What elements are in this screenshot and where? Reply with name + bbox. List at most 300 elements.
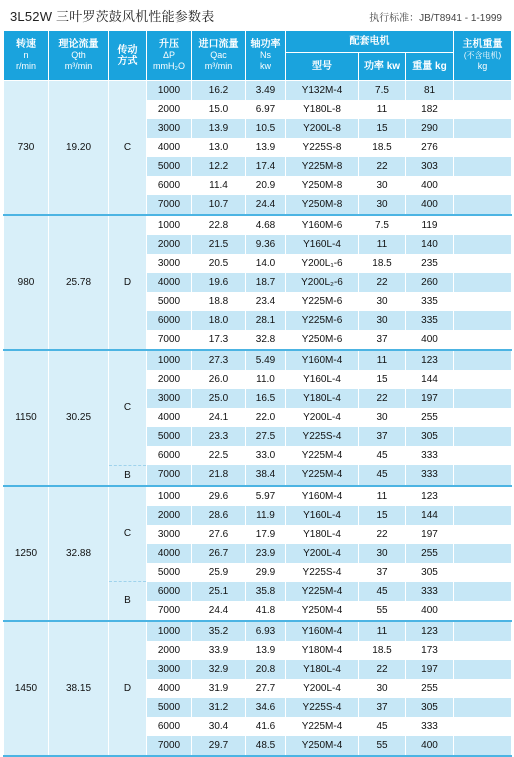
motor-model-cell: Y225S-8 [286, 138, 359, 157]
motor-power-cell: 55 [359, 601, 406, 621]
motor-model-cell: Y160M-4 [286, 486, 359, 506]
host-weight-cell [454, 119, 512, 138]
motor-power-cell: 11 [359, 350, 406, 370]
flow-cell: 19.20 [49, 81, 109, 216]
pressure-cell: 1000 [147, 215, 192, 235]
host-weight-cell [454, 698, 512, 717]
header-drive-label: 传动方式 [117, 44, 138, 67]
header-host-note: (不含电机) [463, 51, 502, 60]
header-speed-label: 转速 [16, 39, 36, 50]
motor-power-cell: 37 [359, 330, 406, 350]
inlet-flow-cell: 27.3 [192, 350, 246, 370]
shaft-power-cell: 29.9 [246, 563, 286, 582]
shaft-power-cell: 48.5 [246, 736, 286, 756]
pressure-cell: 5000 [147, 563, 192, 582]
motor-power-cell: 7.5 [359, 215, 406, 235]
motor-weight-cell: 123 [406, 350, 454, 370]
motor-power-cell: 30 [359, 292, 406, 311]
flow-cell: 32.88 [49, 486, 109, 621]
motor-model-cell: Y250M-6 [286, 330, 359, 350]
header-flow [49, 31, 109, 81]
host-weight-cell [454, 660, 512, 679]
motor-model-cell: Y200L-8 [286, 119, 359, 138]
inlet-flow-cell: 27.6 [192, 525, 246, 544]
shaft-power-cell: 11.9 [246, 506, 286, 525]
motor-weight-cell: 144 [406, 506, 454, 525]
drive-cell: C [109, 81, 147, 216]
inlet-flow-cell: 24.4 [192, 601, 246, 621]
motor-power-cell: 11 [359, 235, 406, 254]
inlet-flow-cell: 26.7 [192, 544, 246, 563]
motor-weight-cell: 276 [406, 138, 454, 157]
page-title: 3L52W 三叶罗茨鼓风机性能参数表 [10, 9, 215, 24]
motor-power-cell: 22 [359, 273, 406, 292]
pressure-cell: 1000 [147, 81, 192, 101]
motor-power-cell: 15 [359, 119, 406, 138]
flow-cell: 25.78 [49, 215, 109, 350]
motor-power-cell: 45 [359, 465, 406, 486]
host-weight-cell [454, 195, 512, 215]
motor-model-cell: Y160M-6 [286, 215, 359, 235]
host-weight-cell [454, 544, 512, 563]
inlet-flow-cell: 22.5 [192, 446, 246, 465]
host-weight-cell [454, 100, 512, 119]
pressure-cell: 4000 [147, 408, 192, 427]
inlet-flow-cell: 20.5 [192, 254, 246, 273]
motor-weight-cell: 197 [406, 525, 454, 544]
motor-model-cell: Y225M-4 [286, 465, 359, 486]
motor-weight-cell: 255 [406, 679, 454, 698]
inlet-flow-cell: 31.9 [192, 679, 246, 698]
inlet-flow-cell: 13.0 [192, 138, 246, 157]
pressure-cell: 5000 [147, 157, 192, 176]
pressure-cell: 7000 [147, 465, 192, 486]
motor-model-cell: Y160L-4 [286, 506, 359, 525]
motor-model-cell: Y225M-6 [286, 292, 359, 311]
shaft-power-cell: 35.8 [246, 582, 286, 601]
host-weight-cell [454, 506, 512, 525]
shaft-power-cell: 28.1 [246, 311, 286, 330]
host-weight-cell [454, 350, 512, 370]
inlet-flow-cell: 19.6 [192, 273, 246, 292]
pressure-cell: 3000 [147, 525, 192, 544]
drive-cell: C [109, 486, 147, 582]
inlet-flow-cell: 32.9 [192, 660, 246, 679]
header-speed-unit: r/min [16, 61, 36, 71]
motor-power-cell: 18.5 [359, 641, 406, 660]
pressure-cell: 4000 [147, 273, 192, 292]
motor-weight-cell: 305 [406, 698, 454, 717]
host-weight-cell [454, 292, 512, 311]
shaft-power-cell: 20.8 [246, 660, 286, 679]
table-body [4, 81, 512, 756]
motor-power-cell: 30 [359, 311, 406, 330]
speed-cell: 1450 [4, 621, 49, 756]
inlet-flow-cell: 12.2 [192, 157, 246, 176]
pressure-cell: 1000 [147, 350, 192, 370]
motor-model-cell: Y200L-4 [286, 408, 359, 427]
pressure-cell: 6000 [147, 176, 192, 195]
motor-power-cell: 45 [359, 582, 406, 601]
inlet-flow-cell: 31.2 [192, 698, 246, 717]
motor-model-cell: Y225S-4 [286, 563, 359, 582]
motor-weight-cell: 182 [406, 100, 454, 119]
motor-model-cell: Y180L-4 [286, 660, 359, 679]
motor-weight-cell: 255 [406, 544, 454, 563]
motor-model-cell: Y200L-4 [286, 679, 359, 698]
motor-model-cell: Y200L₁-6 [286, 254, 359, 273]
shaft-power-cell: 20.9 [246, 176, 286, 195]
table-row [4, 81, 512, 101]
shaft-power-cell: 9.36 [246, 235, 286, 254]
pressure-cell: 6000 [147, 582, 192, 601]
inlet-flow-cell: 18.8 [192, 292, 246, 311]
pressure-cell: 2000 [147, 235, 192, 254]
drive-cell: C [109, 350, 147, 465]
speed-cell: 730 [4, 81, 49, 216]
pressure-cell: 4000 [147, 138, 192, 157]
header-inlet-symbol: Qac [210, 50, 227, 60]
motor-model-cell: Y160M-4 [286, 621, 359, 641]
motor-model-cell: Y250M-8 [286, 195, 359, 215]
motor-weight-cell: 81 [406, 81, 454, 101]
shaft-power-cell: 10.5 [246, 119, 286, 138]
inlet-flow-cell: 25.1 [192, 582, 246, 601]
host-weight-cell [454, 621, 512, 641]
table-row [4, 215, 512, 235]
motor-power-cell: 7.5 [359, 81, 406, 101]
motor-model-cell: Y180L-4 [286, 389, 359, 408]
inlet-flow-cell: 13.9 [192, 119, 246, 138]
motor-model-cell: Y250M-8 [286, 176, 359, 195]
motor-weight-cell: 255 [406, 408, 454, 427]
inlet-flow-cell: 15.0 [192, 100, 246, 119]
motor-weight-cell: 335 [406, 292, 454, 311]
motor-weight-cell: 123 [406, 486, 454, 506]
shaft-power-cell: 27.7 [246, 679, 286, 698]
header-motor-label: 配套电机 [349, 36, 390, 47]
header-pressure-unit: mmH₂O [153, 61, 185, 71]
host-weight-cell [454, 641, 512, 660]
shaft-power-cell: 23.4 [246, 292, 286, 311]
inlet-flow-cell: 25.0 [192, 389, 246, 408]
motor-model-cell: Y160L-4 [286, 235, 359, 254]
inlet-flow-cell: 22.8 [192, 215, 246, 235]
motor-power-cell: 11 [359, 100, 406, 119]
motor-model-cell: Y225M-8 [286, 157, 359, 176]
speed-cell: 1150 [4, 350, 49, 486]
shaft-power-cell: 34.6 [246, 698, 286, 717]
motor-power-cell: 11 [359, 621, 406, 641]
table-row [4, 486, 512, 506]
host-weight-cell [454, 601, 512, 621]
pressure-cell: 5000 [147, 292, 192, 311]
shaft-power-cell: 27.5 [246, 427, 286, 446]
inlet-flow-cell: 35.2 [192, 621, 246, 641]
motor-weight-cell: 305 [406, 427, 454, 446]
header-speed-symbol: n [23, 50, 29, 60]
motor-weight-cell: 400 [406, 736, 454, 756]
speed-cell: 980 [4, 215, 49, 350]
shaft-power-cell: 22.0 [246, 408, 286, 427]
host-weight-cell [454, 370, 512, 389]
shaft-power-cell: 17.9 [246, 525, 286, 544]
shaft-power-cell: 38.4 [246, 465, 286, 486]
motor-weight-cell: 400 [406, 176, 454, 195]
table-row [4, 621, 512, 641]
shaft-power-cell: 18.7 [246, 273, 286, 292]
motor-power-cell: 55 [359, 736, 406, 756]
header-speed [4, 31, 49, 81]
pressure-cell: 7000 [147, 736, 192, 756]
inlet-flow-cell: 21.5 [192, 235, 246, 254]
header-shaft-unit: kw [260, 61, 271, 71]
pressure-cell: 3000 [147, 119, 192, 138]
motor-power-cell: 45 [359, 446, 406, 465]
header-drive [109, 31, 147, 81]
host-weight-cell [454, 273, 512, 292]
pressure-cell: 2000 [147, 506, 192, 525]
motor-power-cell: 22 [359, 157, 406, 176]
motor-model-cell: Y225M-6 [286, 311, 359, 330]
host-weight-cell [454, 311, 512, 330]
header-shaft-symbol: Ns [260, 50, 271, 60]
motor-model-cell: Y225M-4 [286, 717, 359, 736]
motor-model-cell: Y180L-8 [286, 100, 359, 119]
shaft-power-cell: 14.0 [246, 254, 286, 273]
motor-model-cell: Y225S-4 [286, 698, 359, 717]
motor-power-cell: 22 [359, 525, 406, 544]
host-weight-cell [454, 465, 512, 486]
inlet-flow-cell: 17.3 [192, 330, 246, 350]
inlet-flow-cell: 24.1 [192, 408, 246, 427]
motor-model-cell: Y180L-4 [286, 525, 359, 544]
shaft-power-cell: 17.4 [246, 157, 286, 176]
motor-weight-cell: 333 [406, 465, 454, 486]
host-weight-cell [454, 408, 512, 427]
shaft-power-cell: 3.49 [246, 81, 286, 101]
standard-reference: 执行标准：JB/T8941 - 1-1999 [369, 13, 502, 24]
motor-weight-cell: 333 [406, 717, 454, 736]
title-bar [0, 0, 514, 30]
shaft-power-cell: 41.8 [246, 601, 286, 621]
motor-weight-cell: 140 [406, 235, 454, 254]
host-weight-cell [454, 582, 512, 601]
motor-power-cell: 37 [359, 698, 406, 717]
host-weight-cell [454, 525, 512, 544]
inlet-flow-cell: 23.3 [192, 427, 246, 446]
shaft-power-cell: 23.9 [246, 544, 286, 563]
motor-model-cell: Y132M-4 [286, 81, 359, 101]
header-flow-label: 理论流量 [58, 39, 99, 50]
header-motor-weight: 重量 kg [406, 53, 454, 81]
motor-power-cell: 18.5 [359, 254, 406, 273]
pressure-cell: 7000 [147, 330, 192, 350]
motor-power-cell: 45 [359, 717, 406, 736]
pressure-cell: 6000 [147, 717, 192, 736]
motor-weight-cell: 333 [406, 446, 454, 465]
drive-cell: B [109, 582, 147, 621]
header-inlet-flow [192, 31, 246, 81]
motor-model-cell: Y160L-4 [286, 370, 359, 389]
motor-power-cell: 15 [359, 506, 406, 525]
host-weight-cell [454, 254, 512, 273]
shaft-power-cell: 5.49 [246, 350, 286, 370]
drive-cell: D [109, 621, 147, 756]
pressure-cell: 5000 [147, 698, 192, 717]
inlet-flow-cell: 21.8 [192, 465, 246, 486]
motor-power-cell: 30 [359, 195, 406, 215]
motor-model-cell: Y225S-4 [286, 427, 359, 446]
motor-model-cell: Y160M-4 [286, 350, 359, 370]
header-flow-symbol: Qth [71, 50, 86, 60]
shaft-power-cell: 13.9 [246, 138, 286, 157]
motor-weight-cell: 303 [406, 157, 454, 176]
motor-weight-cell: 335 [406, 311, 454, 330]
host-weight-cell [454, 176, 512, 195]
host-weight-cell [454, 486, 512, 506]
shaft-power-cell: 6.97 [246, 100, 286, 119]
motor-weight-cell: 260 [406, 273, 454, 292]
header-host-weight [454, 31, 512, 81]
host-weight-cell [454, 679, 512, 698]
motor-model-cell: Y250M-4 [286, 601, 359, 621]
host-weight-cell [454, 215, 512, 235]
inlet-flow-cell: 28.6 [192, 506, 246, 525]
motor-weight-cell: 305 [406, 563, 454, 582]
motor-model-cell: Y225M-4 [286, 446, 359, 465]
shaft-power-cell: 24.4 [246, 195, 286, 215]
flow-cell: 30.25 [49, 350, 109, 486]
motor-weight-cell: 400 [406, 330, 454, 350]
motor-power-cell: 18.5 [359, 138, 406, 157]
header-shaft-label: 轴功率 [250, 39, 281, 50]
header-shaft-power [246, 31, 286, 81]
header-inlet-unit: m³/min [204, 61, 233, 71]
shaft-power-cell: 32.8 [246, 330, 286, 350]
motor-weight-cell: 123 [406, 621, 454, 641]
pressure-cell: 3000 [147, 389, 192, 408]
header-pressure-symbol: ΔP [162, 50, 175, 60]
motor-power-cell: 15 [359, 370, 406, 389]
motor-model-cell: Y200L₂-6 [286, 273, 359, 292]
shaft-power-cell: 11.0 [246, 370, 286, 389]
pressure-cell: 3000 [147, 254, 192, 273]
pressure-cell: 1000 [147, 486, 192, 506]
host-weight-cell [454, 235, 512, 254]
header-flow-unit: m³/min [64, 61, 93, 71]
pressure-cell: 6000 [147, 446, 192, 465]
header-pressure [147, 31, 192, 81]
host-weight-cell [454, 81, 512, 101]
motor-weight-cell: 197 [406, 389, 454, 408]
inlet-flow-cell: 33.9 [192, 641, 246, 660]
pressure-cell: 2000 [147, 641, 192, 660]
pressure-cell: 7000 [147, 601, 192, 621]
inlet-flow-cell: 30.4 [192, 717, 246, 736]
motor-power-cell: 30 [359, 176, 406, 195]
inlet-flow-cell: 10.7 [192, 195, 246, 215]
inlet-flow-cell: 29.6 [192, 486, 246, 506]
inlet-flow-cell: 16.2 [192, 81, 246, 101]
motor-power-cell: 22 [359, 660, 406, 679]
drive-cell: D [109, 215, 147, 350]
pressure-cell: 5000 [147, 427, 192, 446]
motor-weight-cell: 400 [406, 195, 454, 215]
shaft-power-cell: 13.9 [246, 641, 286, 660]
motor-weight-cell: 333 [406, 582, 454, 601]
inlet-flow-cell: 11.4 [192, 176, 246, 195]
pressure-cell: 2000 [147, 370, 192, 389]
host-weight-cell [454, 717, 512, 736]
pressure-cell: 6000 [147, 311, 192, 330]
motor-power-cell: 22 [359, 389, 406, 408]
host-weight-cell [454, 138, 512, 157]
shaft-power-cell: 4.68 [246, 215, 286, 235]
pressure-cell: 4000 [147, 544, 192, 563]
flow-cell: 38.15 [49, 621, 109, 756]
motor-model-cell: Y250M-4 [286, 736, 359, 756]
motor-weight-cell: 290 [406, 119, 454, 138]
motor-power-cell: 37 [359, 427, 406, 446]
speed-cell: 1250 [4, 486, 49, 621]
host-weight-cell [454, 736, 512, 756]
host-weight-cell [454, 157, 512, 176]
host-weight-cell [454, 427, 512, 446]
table-row [4, 350, 512, 370]
inlet-flow-cell: 18.0 [192, 311, 246, 330]
inlet-flow-cell: 26.0 [192, 370, 246, 389]
motor-weight-cell: 144 [406, 370, 454, 389]
shaft-power-cell: 16.5 [246, 389, 286, 408]
header-inlet-label: 进口流量 [198, 39, 239, 50]
shaft-power-cell: 5.97 [246, 486, 286, 506]
motor-weight-cell: 400 [406, 601, 454, 621]
header-motor-power: 功率 kw [359, 53, 406, 81]
header-motor [286, 31, 454, 53]
host-weight-cell [454, 330, 512, 350]
motor-weight-cell: 119 [406, 215, 454, 235]
performance-table [3, 30, 512, 757]
motor-weight-cell: 235 [406, 254, 454, 273]
pressure-cell: 1000 [147, 621, 192, 641]
pressure-cell: 2000 [147, 100, 192, 119]
motor-power-cell: 30 [359, 679, 406, 698]
pressure-cell: 7000 [147, 195, 192, 215]
host-weight-cell [454, 446, 512, 465]
pressure-cell: 3000 [147, 660, 192, 679]
shaft-power-cell: 6.93 [246, 621, 286, 641]
inlet-flow-cell: 25.9 [192, 563, 246, 582]
header-host-unit: kg [477, 61, 488, 71]
motor-model-cell: Y180M-4 [286, 641, 359, 660]
motor-power-cell: 30 [359, 544, 406, 563]
drive-cell: B [109, 465, 147, 486]
pressure-cell: 4000 [147, 679, 192, 698]
host-weight-cell [454, 389, 512, 408]
motor-model-cell: Y225M-4 [286, 582, 359, 601]
motor-weight-cell: 173 [406, 641, 454, 660]
motor-power-cell: 30 [359, 408, 406, 427]
motor-weight-cell: 197 [406, 660, 454, 679]
header-host-label: 主机重量 [462, 39, 503, 50]
motor-model-cell: Y200L-4 [286, 544, 359, 563]
shaft-power-cell: 41.6 [246, 717, 286, 736]
motor-power-cell: 37 [359, 563, 406, 582]
inlet-flow-cell: 29.7 [192, 736, 246, 756]
shaft-power-cell: 33.0 [246, 446, 286, 465]
header-motor-model: 型号 [286, 53, 359, 81]
